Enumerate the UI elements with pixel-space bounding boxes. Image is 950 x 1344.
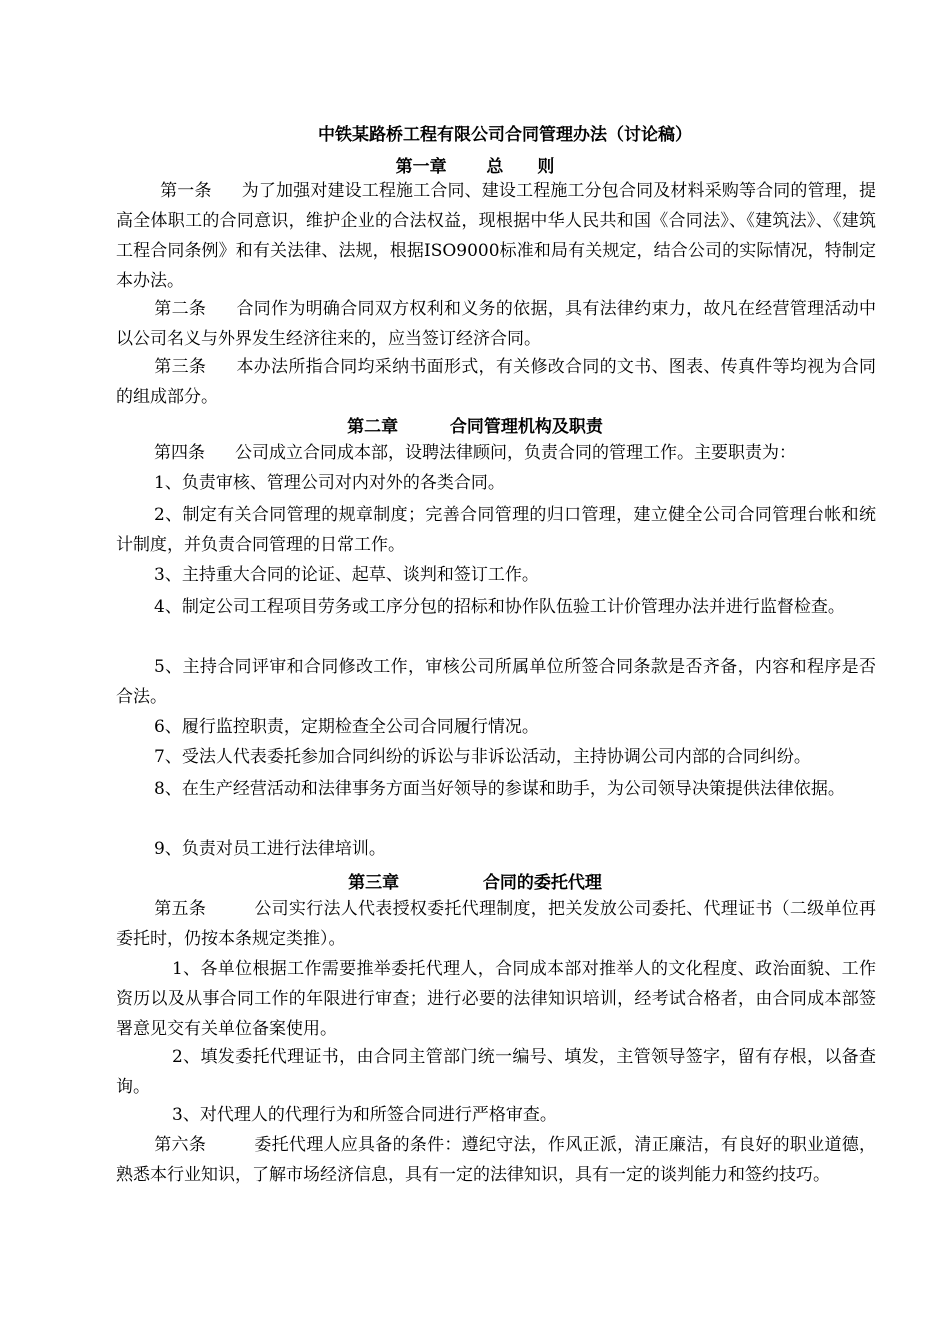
chapter-number: 第一章 bbox=[395, 157, 447, 177]
article-label: 第三条 bbox=[154, 357, 207, 377]
list-item bbox=[116, 468, 876, 498]
article-2 bbox=[116, 294, 876, 354]
list-item-text: 7、受法人代表委托参加合同纠纷的诉讼与非诉讼活动，主持协调公司内部的合同纠纷。 bbox=[154, 747, 811, 767]
article-text: 公司实行法人代表授权委托代理制度，把关发放公司委托、代理证书（二级单位再委托时，仍按本条规定类推）。 bbox=[116, 899, 877, 949]
list-item-text: 8、在生产经营活动和法律事务方面当好领导的参谋和助手，为公司领导决策提供法律依据。 bbox=[154, 779, 845, 799]
list-item-text: 3、对代理人的代理行为和所签合同进行严格审查。 bbox=[172, 1105, 557, 1125]
list-item bbox=[116, 1100, 876, 1130]
list-item bbox=[116, 742, 876, 772]
article-text: 合同作为明确合同双方权利和义务的依据，具有法律约束力，故凡在经营管理活动中以公司名义与外界发生经济往来的，应当签订经济合同。 bbox=[116, 299, 876, 349]
list-item-text: 3、主持重大合同的论证、起草、谈判和签订工作。 bbox=[154, 565, 539, 585]
list-item-text: 2、制定有关合同管理的规章制度；完善合同管理的归口管理，建立健全公司合同管理台帐和统计制度，并负责合同管理的日常工作。 bbox=[116, 505, 876, 555]
article-label: 第六条 bbox=[154, 1135, 207, 1155]
article-label: 第二条 bbox=[154, 299, 207, 319]
list-item bbox=[116, 1042, 876, 1102]
list-item-text: 9、负责对员工进行法律培训。 bbox=[154, 839, 386, 859]
article-label: 第五条 bbox=[154, 899, 207, 919]
article-6 bbox=[116, 1130, 876, 1190]
article-text: 本办法所指合同均采纳书面形式，有关修改合同的文书、图表、传真件等均视为合同的组成部分。 bbox=[116, 357, 876, 407]
chapter-1-heading bbox=[0, 152, 950, 177]
list-item bbox=[116, 652, 876, 712]
article-3 bbox=[116, 352, 876, 412]
article-5 bbox=[116, 894, 876, 954]
chapter-name: 合同管理机构及职责 bbox=[449, 417, 603, 437]
article-text: 为了加强对建设工程施工合同、建设工程施工分包合同及材料采购等合同的管理，提高全体职工的合同意识，维护企业的合法权益，现根据中华人民共和国《合同法》、《建筑法》、《建筑工程合同条例》和有关法律、法规，根据ISO9000标准和局有关规定，结合公司的实际情况，特制定本办法。 bbox=[116, 181, 877, 291]
article-label: 第四条 bbox=[154, 443, 205, 463]
list-item bbox=[116, 592, 876, 622]
list-item bbox=[116, 954, 876, 1044]
list-item-text: 6、履行监控职责，定期检查全公司合同履行情况。 bbox=[154, 717, 539, 737]
list-item-text: 4、制定公司工程项目劳务或工序分包的招标和协作队伍验工计价管理办法并进行监督检查。 bbox=[154, 597, 845, 617]
article-4 bbox=[116, 438, 876, 468]
list-item bbox=[116, 500, 876, 560]
list-item-text: 1、各单位根据工作需要推举委托代理人，合同成本部对推举人的文化程度、政治面貌、工作资历以及从事合同工作的年限进行审查；进行必要的法律知识培训，经考试合格者，由合同成本部签署意见交有关单位备案使用。 bbox=[116, 959, 876, 1039]
list-item-text: 1、负责审核、管理公司对内对外的各类合同。 bbox=[154, 473, 505, 493]
document-title: 中铁某路桥工程有限公司合同管理办法（讨论稿） bbox=[318, 125, 692, 145]
article-1 bbox=[116, 176, 876, 296]
chapter-number: 第二章 bbox=[347, 417, 399, 437]
chapter-2-heading bbox=[0, 412, 950, 437]
list-item bbox=[116, 712, 876, 742]
list-item-text: 2、填发委托代理证书，由合同主管部门统一编号、填发，主管领导签字，留有存根，以备查询。 bbox=[116, 1047, 876, 1097]
article-label: 第一条 bbox=[160, 181, 212, 201]
list-item bbox=[116, 834, 876, 864]
list-item bbox=[116, 560, 876, 590]
chapter-number: 第三章 bbox=[348, 873, 400, 893]
list-item bbox=[116, 774, 876, 804]
chapter-3-heading bbox=[0, 868, 950, 893]
chapter-name: 合同的委托代理 bbox=[482, 873, 602, 893]
list-item-text: 5、主持合同评审和合同修改工作，审核公司所属单位所签合同条款是否齐备，内容和程序是否合法。 bbox=[116, 657, 876, 707]
chapter-name: 总 则 bbox=[486, 157, 555, 177]
article-text: 委托代理人应具备的条件：遵纪守法，作风正派，清正廉洁，有良好的职业道德，熟悉本行业知识，了解市场经济信息，具有一定的法律知识，具有一定的谈判能力和签约技巧。 bbox=[116, 1135, 877, 1185]
article-text: 公司成立合同成本部，设聘法律顾问，负责合同的管理工作。主要职责为： bbox=[235, 443, 796, 463]
